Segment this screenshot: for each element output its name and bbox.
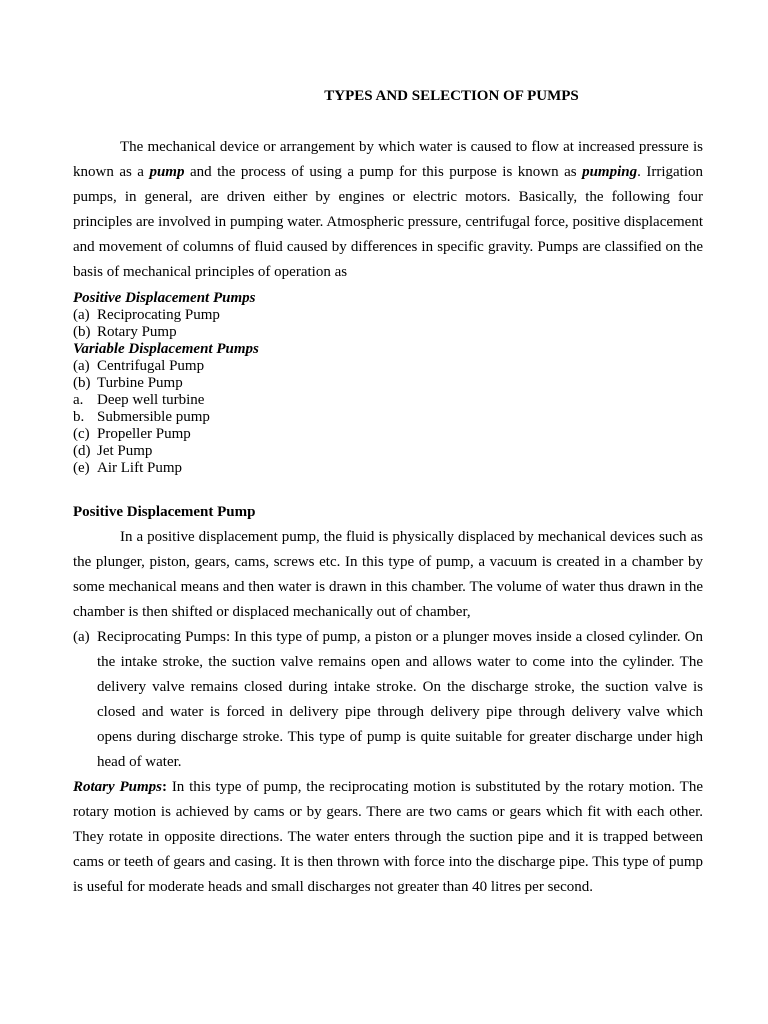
- list-item: [73, 460, 703, 477]
- intro-term-pump: pump: [149, 164, 185, 180]
- list-item-label: Air Lift Pump: [97, 460, 182, 476]
- variable-displacement-list: [73, 358, 703, 477]
- list-item-label: Deep well turbine: [97, 392, 205, 408]
- variable-displacement-heading: Variable Displacement Pumps: [73, 341, 259, 357]
- list-subitem: [73, 409, 703, 426]
- list-marker: (b): [73, 375, 91, 391]
- intro-text-1: The mechanical device or arrangement by which water is caused to flow at increased pressure is known as a: [73, 139, 703, 180]
- list-marker: (b): [73, 324, 91, 340]
- intro-term-pumping: pumping: [582, 164, 638, 180]
- rotary-paragraph: [73, 775, 703, 900]
- list-marker: (a): [73, 358, 90, 374]
- intro-text-3: . Irrigation pumps, in general, are driven either by engines or electric motors. Basically, the following four principles are involved in pumping water. Atmospheric pressure, centrifugal force, positive displacement and movement of columns of fluid caused by differences in specific gravity. Pumps are classified on the basis of mechanical principles of operation as: [73, 164, 703, 280]
- list-item-label: Jet Pump: [97, 443, 153, 459]
- list-item-label: Reciprocating Pump: [97, 307, 220, 323]
- rotary-colon: :: [162, 779, 167, 795]
- list-item: [73, 426, 703, 443]
- intro-paragraph: [73, 135, 703, 285]
- list-marker: a.: [73, 392, 84, 408]
- rotary-label: Rotary Pumps: [73, 779, 162, 795]
- list-marker: (d): [73, 443, 91, 459]
- list-item: [73, 307, 703, 324]
- list-item-label: Propeller Pump: [97, 426, 191, 442]
- document-page: [73, 86, 703, 900]
- rotary-text: In this type of pump, the reciprocating motion is substituted by the rotary motion. The rotary motion is achieved by cams or by gears. There are two cams or gears which fit with each other. They rotate in opposite directions. The water enters through the suction pipe and it is trapped between cams or teeth of gears and casing. It is then thrown with force into the discharge pipe. This type of pump is useful for moderate heads and small discharges not greater than 40 litres per second.: [73, 779, 703, 895]
- list-item: [73, 358, 703, 375]
- list-item-label: Submersible pump: [97, 409, 210, 425]
- intro-text-2: and the process of using a pump for this purpose is known as: [184, 164, 583, 180]
- list-marker: (a): [73, 629, 90, 645]
- reciprocating-paragraph: [73, 625, 703, 775]
- list-marker: b.: [73, 409, 85, 425]
- list-marker: (c): [73, 426, 90, 442]
- positive-displacement-list: [73, 307, 703, 341]
- list-item-label: Turbine Pump: [97, 375, 183, 391]
- list-item: [73, 375, 703, 392]
- list-item: [73, 324, 703, 341]
- list-item: [73, 443, 703, 460]
- section-heading: Positive Displacement Pump: [73, 504, 256, 520]
- positive-displacement-heading: Positive Displacement Pumps: [73, 290, 256, 306]
- list-marker: (e): [73, 460, 90, 476]
- reciprocating-text: Reciprocating Pumps: In this type of pump, a piston or a plunger moves inside a closed cylinder. On the intake stroke, the suction valve remains open and allows water to come into the cylinder. The delivery valve remains closed during intake stroke. On the discharge stroke, the suction valve is closed and water is forced in delivery pipe through delivery pipe through delivery valve which opens during discharge stroke. This type of pump is quite suitable for greater discharge under high head of water.: [97, 629, 703, 770]
- section-paragraph: In a positive displacement pump, the fluid is physically displaced by mechanical devices such as the plunger, piston, gears, cams, screws etc. In this type of pump, a vacuum is created in a chamber by some mechanical means and then water is drawn in this chamber. The volume of water thus drawn in the chamber is then shifted or displaced mechanically out of chamber,: [73, 529, 703, 620]
- list-item-label: Rotary Pump: [97, 324, 177, 340]
- list-subitem: [73, 392, 703, 409]
- list-marker: (a): [73, 307, 90, 323]
- page-title: TYPES AND SELECTION OF PUMPS: [324, 88, 579, 104]
- list-item-label: Centrifugal Pump: [97, 358, 205, 374]
